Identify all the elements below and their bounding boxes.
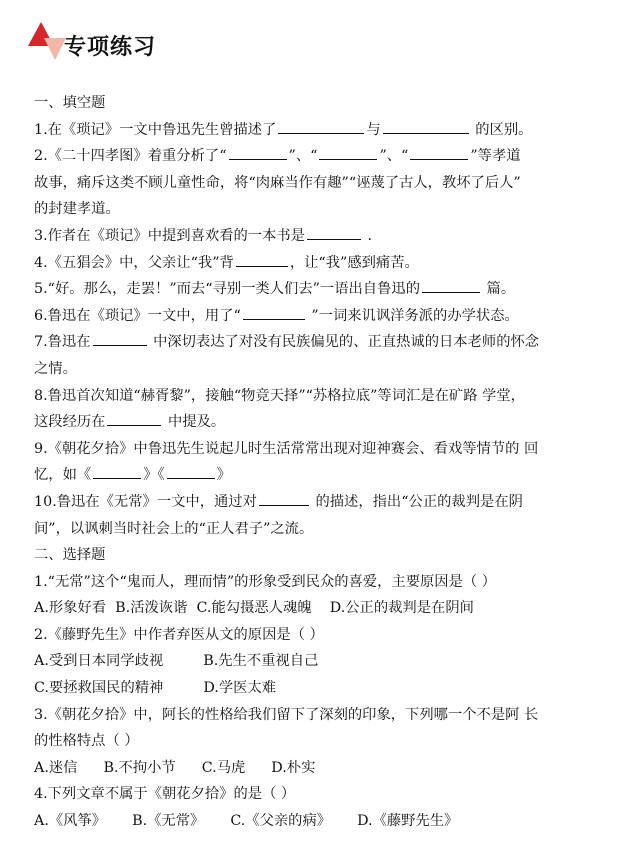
fill-question-2-line-3: 的封建孝道。 [34,201,120,218]
answer-blank[interactable] [93,464,141,479]
choice-options-2a [34,648,594,675]
fill-question-3: 3.作者在《琐记》中提到喜欢看的一本书是 . [34,223,594,250]
choice-question-4: 4.下列文章不属于《朝花夕拾》的是（ ） [34,786,296,803]
fill-question-6: 6.鲁迅在《琐记》一文中，用了“ ”一词来讥讽洋务派的办学状态。 [34,303,594,330]
choice-options-1 [34,595,594,622]
answer-blank[interactable] [278,119,364,134]
choice-option[interactable]: A.受到日本同学歧视 [34,653,164,670]
fill-question-7-line-2: 之情。 [34,360,77,377]
fill-question-2: 2.《二十四孝图》着重分析了“ ”、“ ”、“ ”等孝道 [34,143,594,170]
choice-option[interactable]: B.《无常》 [132,813,205,830]
answer-blank[interactable] [236,252,288,267]
choice-option[interactable]: D.朴实 [271,759,316,776]
worksheet-content [34,90,594,835]
choice-option[interactable]: D.《藤野先生》 [357,813,459,830]
fill-question-9-line-2: 忆，如《 》《 》 [34,462,594,489]
fill-question-8: 8.鲁迅首次知道“赫胥黎”，接触“物竞天择”“苏格拉底”等词汇是在矿路 学堂， [34,387,525,404]
choice-option[interactable]: C.马虎 [201,759,246,776]
choice-option[interactable]: C.《父亲的病》 [230,813,332,830]
fill-question-1: 1.在《琐记》一文中鲁迅先生曾描述了 与 的区别。 [34,117,594,144]
answer-blank[interactable] [259,491,309,506]
pink-triangle-icon [44,38,66,60]
choice-question-1: 1.“无常”这个“鬼而人，理而情”的形象受到民众的喜爱，主要原因是（ ） [34,573,497,590]
page-title: 专项练习 [64,35,157,60]
fill-question-10: 10.鲁迅在《无常》一文中，通过对 的描述，指出“公正的裁判是在阴 [34,489,594,516]
answer-blank[interactable] [107,411,161,426]
choice-options-3 [34,755,594,782]
section-heading-choice: 二、选择题 [34,547,106,564]
choice-option[interactable]: B.先生不重视自己 [203,653,319,670]
choice-question-2: 2.《藤野先生》中作者弃医从文的原因是（ ） [34,626,324,643]
choice-question-3-line-2: 的性格特点（ ） [34,733,139,750]
answer-blank[interactable] [383,119,469,134]
choice-option[interactable]: C.能勾摄恶人魂魄 [196,600,312,617]
answer-blank[interactable] [229,145,287,160]
fill-question-8-line-2: 这段经历在 中提及。 [34,409,594,436]
choice-option[interactable]: D.公正的裁判是在阴间 [329,600,474,617]
choice-option[interactable]: A.《风筝》 [34,813,107,830]
answer-blank[interactable] [307,225,361,240]
choice-option[interactable]: C.要拯救国民的精神 [34,680,164,697]
choice-option[interactable]: D.学医太难 [203,680,277,697]
fill-question-5: 5.“好。那么，走罢！”而去“寻别一类人们去”一语出自鲁迅的 篇。 [34,276,594,303]
fill-question-2-line-2: 故事，痛斥这类不顾儿童性命，将“肉麻当作有趣”“诬蔑了古人，教坏了后人” [34,174,521,191]
choice-option[interactable]: B.不拘小节 [103,759,176,776]
fill-question-7: 7.鲁迅在 中深切表达了对没有民族偏见的、正直热诚的日本老师的怀念 [34,329,594,356]
answer-blank[interactable] [422,278,480,293]
choice-options-2b [34,675,594,702]
choice-option[interactable]: B.活泼诙谐 [115,600,188,617]
choice-options-4 [34,808,594,835]
answer-blank[interactable] [93,331,147,346]
fill-question-9: 9.《朝花夕拾》中鲁迅先生说起儿时生活常常出现对迎神赛会、看戏等情节的 回 [34,440,539,457]
answer-blank[interactable] [319,145,377,160]
answer-blank[interactable] [167,464,215,479]
answer-blank[interactable] [243,305,305,320]
fill-question-4: 4.《五猖会》中，父亲让“我”背 ，让“我”感到痛苦。 [34,250,594,277]
section-heading-fill: 一、填空题 [34,95,106,111]
answer-blank[interactable] [410,145,468,160]
fill-question-10-line-2: 间”，以讽刺当时社会上的“正人君子”之流。 [34,520,314,537]
choice-option[interactable]: A.迷信 [34,759,78,776]
choice-question-3: 3.《朝花夕拾》中，阿长的性格给我们留下了深刻的印象，下列哪一个不是阿 长 [34,706,539,723]
choice-option[interactable]: A.形象好看 [34,600,107,617]
page-header [0,0,626,70]
